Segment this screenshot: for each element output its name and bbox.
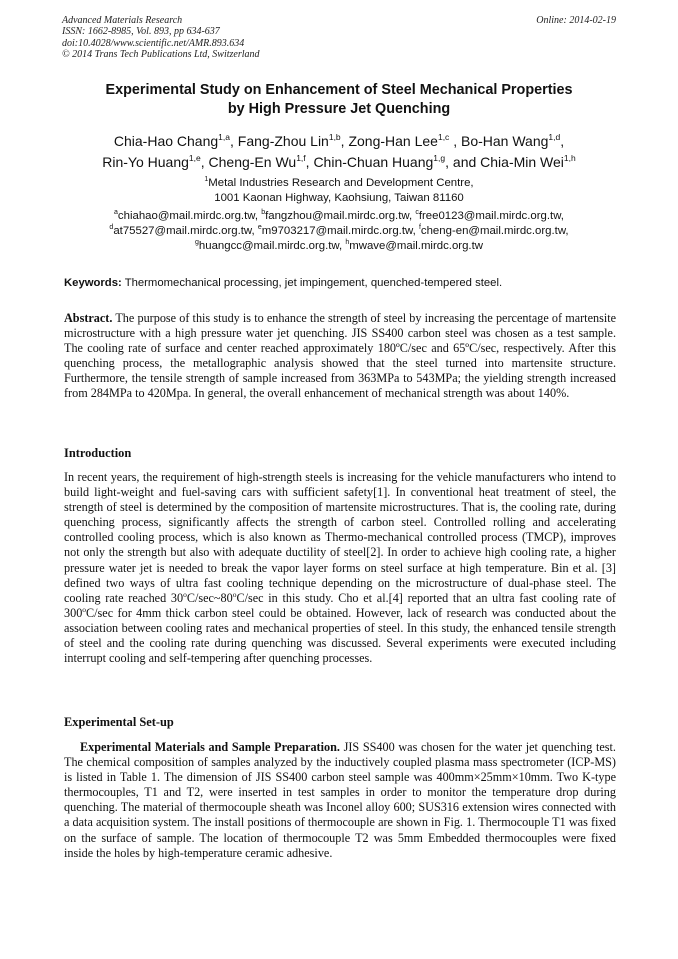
issn-line: ISSN: 1662-8985, Vol. 893, pp 634-637	[62, 26, 220, 38]
abstract-text: The purpose of this study is to enhance the strength of steel by increasing the percentage of martensite microstructure with a high pressure water jet quenching. JIS SS400 carbon steel was chosen as a test sample. The cooling rate of surface and center reached approximately 180ºC/sec and 65ºC/sec, respectively. After this quenching process, the metallographic analysis showed that the steel turned into martensite structure. Furthermore, the tensile strength of sample increased from 363MPa to 543MPa; the yielding strength increased from 284MPa to 420Mpa. In general, the overall enhancement of mechanical strength was about 140%.	[64, 311, 616, 401]
email: $^h$mwave@mail.mirdc.org.tw	[345, 239, 483, 252]
affiliation-marker: 1	[204, 176, 209, 183]
author: Fang-Zhou Lin$^{1,b}$,	[237, 132, 349, 149]
email-list	[30, 209, 648, 254]
author: Bo-Han Wang$^{1,d}$,	[460, 132, 565, 149]
abstract-label: Abstract.	[64, 311, 113, 325]
journal-header	[62, 15, 260, 60]
author: Cheng-En Wu$^{1,f}$,	[208, 152, 314, 170]
journal-name: Advanced Materials Research	[62, 15, 183, 26]
paper-title	[40, 81, 638, 119]
keywords	[64, 276, 616, 291]
email: $^c$free0123@mail.mirdc.org.tw,	[415, 209, 564, 222]
author: Chia-Min Wei$^{1,h}$	[480, 152, 576, 170]
title-line-2: by High Pressure Jet Quenching	[227, 101, 451, 117]
email: $^f$cheng-en@mail.mirdc.org.tw,	[418, 224, 569, 237]
setup-subheading: Experimental Materials and Sample Preparation.	[80, 740, 340, 754]
email: $^d$at75527@mail.mirdc.org.tw,	[109, 224, 258, 237]
setup-text: JIS SS400 was chosen for the water jet quenching test. The chemical composition of samples analyzed by the inductively coupled plasma mass spectrometer (ICP-MS) is listed in Table 1. The dimension of JIS SS400 carbon steel sample was 400mm×25mm×10mm. Two K-type thermocouples, T1 and T2, were inserted in test samples in order to monitor the temperature drop during quenching. The material of thermocouple sheath was Inconel alloy 600; SUS316 extension wires connected with a data acquisition system. The install positions of thermocouple are shown in Fig. 1. Thermocouple T1 was fixed on the surface of sample. The location of thermocouple T2 was 5mm Embedded thermocouples were fixed inside the holes by high-temperature ceramic adhesive.	[64, 740, 616, 860]
introduction-paragraph: In recent years, the requirement of high-strength steels is increasing for the vehicle manufacturers who intend to build light-weight and fuel-saving cars with sufficient safety[1]. In conventional heat treatment of steel, the strength of steel is determined by the composition of martensite microstructures. That is, the cooling rate, during quenching process, significantly affects the strength of carbon steel. Controlled rolling and accelerating controlled cooling process, which is also known as Thermo-mechanical controlled process (TMCP), improves not only the strength but also with adequate ductility of steel[2]. In order to achieve high cooling rate, a higher pressure water jet is needed to break the vapor layer forms on steel surface at high temperature. Bin et al. [3] defined two ways of ultra fast cooling technique depending on the microstructure of dual-phase steel. The cooling rate reached 30$^o$C/sec~80$^o$C/sec in this study. Cho et al.[4] reported that an ultra fast cooling rate of 300$^o$C/sec for 4mm thick carbon steel could be obtained. However, lack of research was conducted about the association between cooling rates and mechanical properties of steel. In this study, the enhanced tensile strength of steel and the cooling rate during quenching was discussed. Several experiments were executed including interrupt cooling and self-tempering after quenching processes.	[64, 470, 616, 666]
email: $^a$chiahao@mail.mirdc.org.tw,	[114, 209, 262, 222]
setup-heading: Experimental Set-up	[64, 715, 174, 729]
keywords-text: Thermomechanical processing, jet impingement, quenched-tempered steel.	[121, 277, 503, 289]
introduction-heading: Introduction	[64, 446, 132, 460]
author: Chia-Hao Chang$^{1,a}$,	[113, 132, 238, 149]
copyright-line: © 2014 Trans Tech Publications Ltd, Switzerland	[62, 48, 260, 60]
affiliation-line-1: Metal Industries Research and Development Centre,	[208, 177, 474, 189]
title-line-1: Experimental Study on Enhancement of Steel Mechanical Properties	[105, 82, 573, 98]
email: $^e$m9703217@mail.mirdc.org.tw,	[257, 224, 419, 237]
keywords-label: Keywords:	[64, 277, 122, 289]
author: Rin-Yo Huang$^{1,e}$,	[102, 152, 209, 170]
affiliation-line-2: 1001 Kaonan Highway, Kaohsiung, Taiwan 81160	[214, 192, 464, 204]
email: $^b$fangzhou@mail.mirdc.org.tw,	[261, 209, 416, 222]
author-list	[30, 131, 648, 172]
author: Zong-Han Lee$^{1,c}$ ,	[348, 132, 461, 149]
doi-line: doi:10.4028/www.scientific.net/AMR.893.634	[62, 37, 245, 49]
abstract	[64, 311, 616, 402]
affiliation	[30, 176, 648, 206]
online-date: Online: 2014-02-19	[536, 15, 616, 26]
email: $^g$huangcc@mail.mirdc.org.tw,	[195, 239, 346, 252]
author: Chin-Chuan Huang$^{1,g}$, and	[313, 152, 481, 170]
setup-paragraph	[64, 740, 616, 861]
